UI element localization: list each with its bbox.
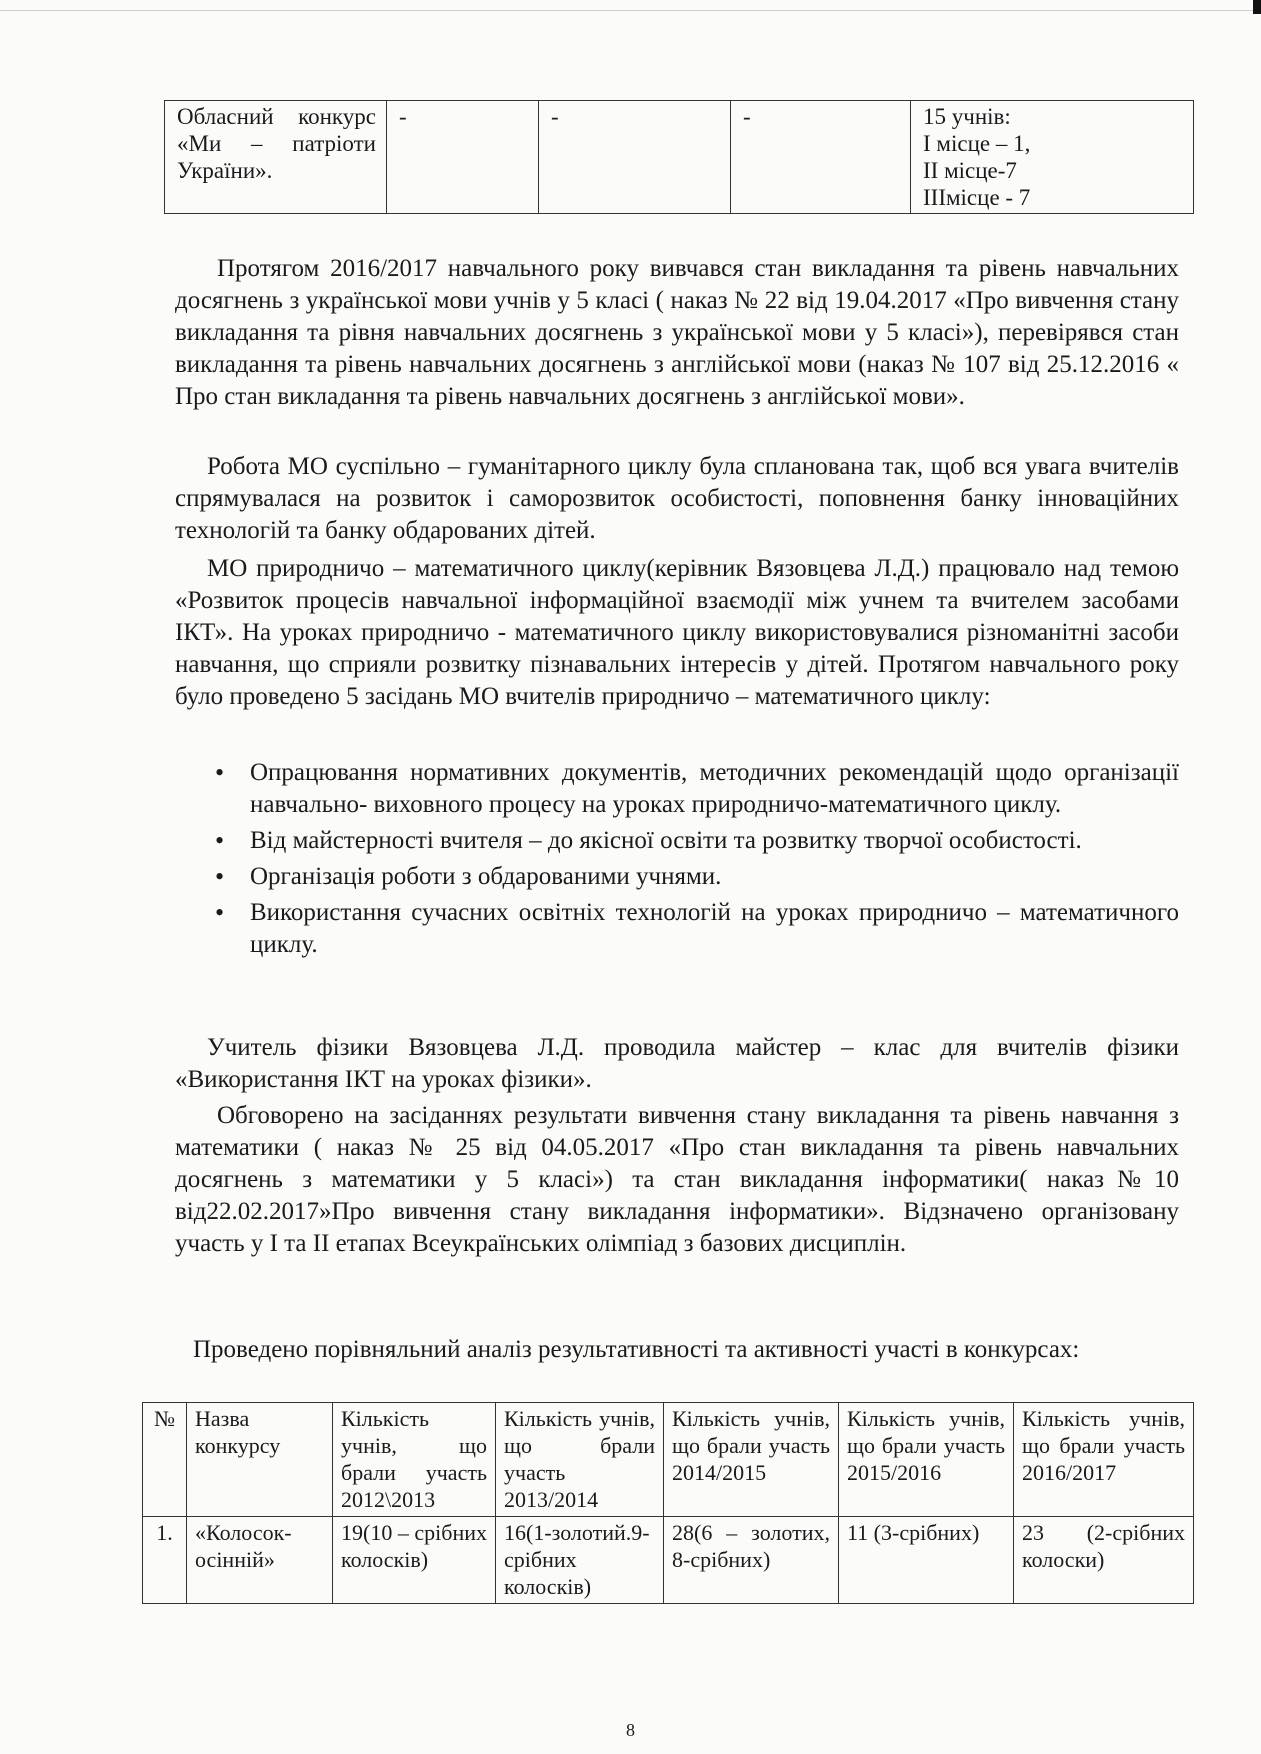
result-line: ІІ місце-7: [923, 158, 1017, 183]
paragraph-text: Проведено порівняльний аналіз результативності та активності участі в конкурсах:: [193, 1336, 1080, 1363]
contest-comparison-table: [142, 1402, 1194, 1604]
paragraph: [175, 1032, 1179, 1096]
table-header-row: [143, 1403, 1194, 1517]
paragraph-text: Протягом 2016/2017 навчального року вивчався стан викладання та рівень навчальних досягнень з української мови учнів у 5 класі ( наказ № 22 від 19.04.2017 «Про вивчення стану викладання та рівня навчальних досягнень з української мови у 5 класі»), перевірявся стан викладання та рівень навчальних досягнень з англійської мови (наказ № 107 від 25.12.2016 « Про стан викладання та рівень навчальних досягнень з англійської мови».: [175, 255, 1179, 410]
table-row: [165, 101, 1194, 214]
paragraph-text: Робота МО суспільно – гуманітарного циклу була спланована так, щоб вся увага вчителів спрямувалася на розвиток і саморозвиток особистості, поповнення банку інноваційних технологій та банку обдарованих дітей.: [175, 453, 1179, 544]
result-line: ІІІмісце - 7: [923, 185, 1031, 210]
results-cell: [911, 101, 1194, 214]
paragraph-text: Учитель фізики Вязовцева Л.Д. проводила майстер – клас для вчителів фізики «Використання ІКТ на уроках фізики».: [175, 1034, 1179, 1093]
paragraph: [175, 553, 1179, 713]
table-cell: -: [387, 101, 539, 214]
table-cell: 1.: [143, 1517, 187, 1604]
column-header: №: [143, 1403, 187, 1517]
paragraph-text: Обговорено на засіданнях результати вивчення стану викладання та рівень навчання з математики ( наказ № 25 від 04.05.2017 «Про стан викладання та рівень навчальних досягнень з математики у 5 класі») та стан викладання інформатики( наказ№10 від22.02.2017»Про вивчення стану викладання інформатики». Відзначено організовану участь у І та ІІ етапах Всеукраїнських олімпіад з базових дисциплін.: [175, 1102, 1179, 1257]
table-cell: 16(1-золотий.9-срібних колосків): [496, 1517, 664, 1604]
table-row: [143, 1517, 1194, 1604]
table-cell: 23 (2-срібних колоски): [1014, 1517, 1194, 1604]
table-cell: -: [539, 101, 731, 214]
result-line: І місце – 1,: [923, 131, 1031, 156]
paragraph: [175, 1100, 1179, 1260]
column-header: Кількість учнів, що брали участь 2013/2014: [496, 1403, 664, 1517]
paragraph-text: МО природничо – математичного циклу(керівник Вязовцева Л.Д.) працювало над темою «Розвиток процесів навчальної інформаційної взаємодії між учнем та вчителем засобами ІКТ». На уроках природничо - математичного циклу використовувалися різноманітні засоби навчання, що сприяли розвитку пізнавальних інтересів у дітей. Протягом навчального року було проведено 5 засідань МО вчителів природничо – математичного циклу:: [175, 555, 1179, 710]
paragraph: [175, 1334, 1179, 1366]
result-line: 15 учнів:: [923, 104, 1011, 129]
paragraph: [175, 451, 1179, 547]
table-cell: -: [731, 101, 911, 214]
column-header: Назва конкурсу: [187, 1403, 333, 1517]
table-cell: «Колосок-осінній»: [187, 1517, 333, 1604]
column-header: Кількість учнів, що брали участь 2015/2016: [839, 1403, 1014, 1517]
contest-results-table-fragment: [164, 100, 1194, 214]
list-item: • Опрацювання нормативних документів, методичних рекомендацій щодо організації навчально- виховного процесу на уроках природничо-математичного циклу.: [175, 757, 1179, 821]
column-header: Кількість учнів, що брали участь 2014/2015: [664, 1403, 839, 1517]
paragraph: [175, 253, 1179, 413]
list-item: • Від майстерності вчителя – до якісної освіти та розвитку творчої особистості.: [175, 825, 1179, 857]
table-cell: 19(10 – срібних колосків): [333, 1517, 496, 1604]
scan-corner-mark: [1253, 0, 1261, 14]
column-header: Кількість учнів, що брали участь 2016/2017: [1014, 1403, 1194, 1517]
column-header: Кількість учнів, що брали участь 2012\2013: [333, 1403, 496, 1517]
page-number: 8: [626, 1720, 635, 1740]
table-cell: 28(6 – золотих, 8-срібних): [664, 1517, 839, 1604]
table-cell: 11 (3-срібних): [839, 1517, 1014, 1604]
contest-name-cell: Обласний конкурс «Ми – патріоти України».: [165, 101, 387, 214]
list-item: • Використання сучасних освітніх технологій на уроках природничо – математичного циклу.: [175, 897, 1179, 961]
scan-top-edge: [0, 10, 1261, 11]
meeting-topics-list: [175, 757, 1179, 965]
list-item: • Організація роботи з обдарованими учнями.: [175, 861, 1179, 893]
